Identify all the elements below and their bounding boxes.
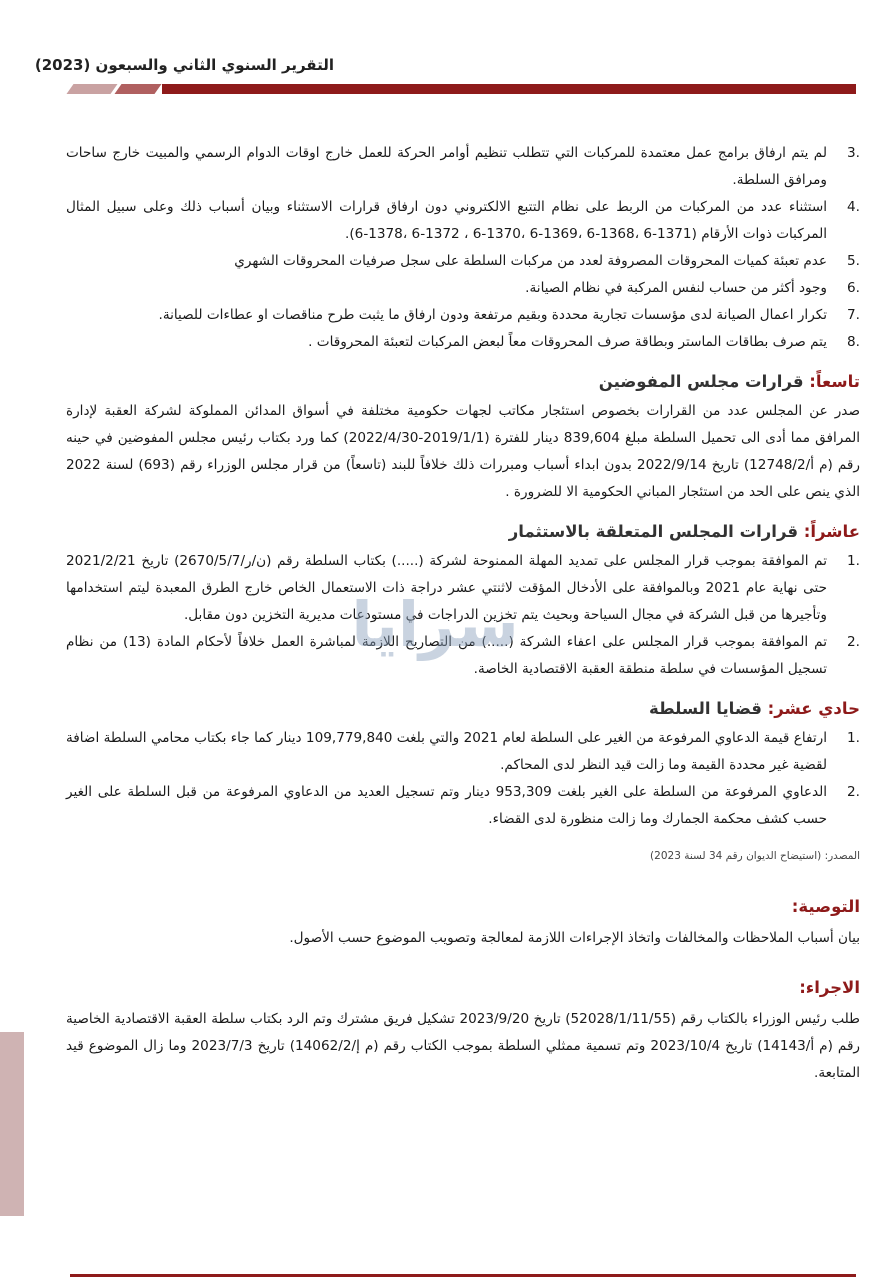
section-number: حادي عشر: bbox=[767, 699, 860, 718]
item-text: عدم تعبئة كميات المحروقات المصروفة لعدد من مركبات السلطة على سجل صرفيات المحروقات الشهري bbox=[234, 253, 827, 269]
list-item bbox=[66, 302, 860, 329]
item-text: لم يتم ارفاق برامج عمل معتمدة للمركبات التي تتطلب تنظيم أوامر الحركة للعمل خارج اوقات الدوام الرسمي والمبيت خارج ساحات ومرافق السلطة. bbox=[66, 145, 827, 188]
item-text: ارتفاع قيمة الدعاوي المرفوعة من الغير على السلطة لعام 2021 والتي بلغت 109,779,840 دينار كما جاء بكتاب محامي السلطة اضافة لقضية غير محددة القيمة وما زالت قيد النظر لدى المحاكم. bbox=[66, 730, 827, 773]
section-title: قضايا السلطة bbox=[649, 699, 768, 718]
list-item bbox=[66, 329, 860, 356]
section-heading-lawsuits bbox=[66, 695, 860, 723]
list-item bbox=[66, 548, 860, 629]
item-number: 7. bbox=[847, 307, 860, 323]
item-number: 1. bbox=[847, 730, 860, 746]
side-tab bbox=[0, 1032, 24, 1216]
section-paragraph: صدر عن المجلس عدد من القرارات بخصوص استئجار مكاتب لجهات حكومية مختلفة في أسواق المدائن المملوكة لشركة العقبة لإدارة المرافق مما أدى الى تحميل السلطة مبلغ 839,604 دينار للفترة (2019/1/1-2022/4/30) كما ورد بكتاب رئيس مجلس المفوضين في حينه رقم (م أ/12748/2) تاريخ 2022/9/14 بدون ابداء أسباب ومبررات ذلك خلافاً للبند (تاسعاً) من قرار مجلس الوزراء رقم (693) لسنة 2022 الذي ينص على الحد من استئجار المباني الحكومية الا للضرورة . bbox=[66, 403, 861, 500]
item-text: تم الموافقة بموجب قرار المجلس على اعفاء الشركة (.....) من التصاريح اللازمة لمباشرة العمل خلافاً لأحكام المادة (13) من نظام تسجيل المؤسسات في سلطة منطقة العقبة الاقتصادية الخاصة. bbox=[66, 634, 827, 677]
source-note: المصدر: (استيضاح الديوان رقم 34 لسنة 2023) bbox=[650, 850, 860, 862]
item-text: تم الموافقة بموجب قرار المجلس على تمديد المهلة الممنوحة لشركة (.....) بكتاب السلطة رقم (ن/ر/2670/5/7) تاريخ 2021/2/21 حتى نهاية عام 2021 وبالموافقة على الأدخال المؤقت لاثنتي عشر دراجة ذات الاستعمال الخاص خارج الطرق المعبدة ليتم استخدامها وتأجيرها من قبل الشركة في مجال السياحة وبحيث يتم تخزين الدراجات في مستودعات مديرية التخزين دون مقابل. bbox=[66, 553, 827, 623]
watermark-logo: سرايا bbox=[351, 588, 519, 661]
item-number: 5. bbox=[847, 253, 860, 269]
item-text: يتم صرف بطاقات الماستر وبطاقة صرف المحروقات معاً لبعض المركبات لتعبئة المحروقات . bbox=[308, 334, 827, 350]
item-text: استثناء عدد من المركبات من الربط على نظام التتبع الالكتروني دون ارفاق قرارات الاستثناء وبيان أسباب ذلك وعلى سبيل المثال المركبات ذوات الأرقام (1371-6 ،1368-6 ،1369-6 ،1370-6 ، 1372-6 ،1378-6). bbox=[66, 199, 827, 242]
action-text: طلب رئيس الوزراء بالكتاب رقم (52028/1/11/55) تاريخ 2023/9/20 تشكيل فريق مشترك وتم الرد بكتاب سلطة العقبة الاقتصادية الخاصية رقم (م أ/14143) تاريخ 2023/10/4 وتم تسمية ممثلي السلطة بموجب الكتاب رقم (م إ/14062/2) تاريخ 2023/7/3 وما زال الموضوع قيد المتابعة. bbox=[66, 1011, 861, 1081]
item-number: 4. bbox=[847, 199, 860, 215]
list-item bbox=[66, 779, 860, 833]
list-item bbox=[66, 194, 860, 248]
list-item bbox=[66, 248, 860, 275]
item-text: وجود أكثر من حساب لنفس المركبة في نظام الصيانة. bbox=[525, 280, 827, 296]
section-title: قرارات مجلس المفوضين bbox=[598, 372, 810, 391]
section-heading-commissioners bbox=[66, 368, 860, 396]
header-bar-accent bbox=[114, 84, 161, 94]
list-item bbox=[66, 629, 860, 683]
item-text: الدعاوي المرفوعة من السلطة على الغير بلغت 953,309 دينار وتم تسجيل العديد من الدعاوي المرفوعة من قبل السلطة على الغير حسب كشف محكمة الجمارك وما زالت منظورة لدى القضاء. bbox=[66, 784, 827, 827]
item-number: 8. bbox=[847, 334, 860, 350]
item-number: 2. bbox=[847, 634, 860, 650]
footer-line bbox=[70, 1274, 856, 1277]
item-number: 3. bbox=[847, 145, 860, 161]
list-item bbox=[66, 140, 860, 194]
recommendation-text: بيان أسباب الملاحظات والمخالفات واتخاذ الإجراءات اللازمة لمعالجة وتصويب الموضوع حسب الأصول. bbox=[289, 930, 860, 946]
item-number: 6. bbox=[847, 280, 860, 296]
list-item bbox=[66, 725, 860, 779]
item-number: 2. bbox=[847, 784, 860, 800]
list-vehicles bbox=[66, 140, 860, 356]
item-text: تكرار اعمال الصيانة لدى مؤسسات تجارية محددة وبقيم مرتفعة ودون ارفاق ما يثبت طرح مناقصات او عطاءات للصيانة. bbox=[158, 307, 827, 323]
section-title: قرارات المجلس المتعلقة بالاستثمار bbox=[508, 522, 804, 541]
section-number: تاسعاً: bbox=[809, 372, 860, 391]
section-heading-investment bbox=[66, 518, 860, 546]
action-heading: الاجراء: bbox=[799, 978, 860, 997]
recommendation-heading: التوصية: bbox=[791, 897, 860, 916]
header-bar bbox=[162, 84, 856, 94]
item-number: 1. bbox=[847, 553, 860, 569]
report-title: التقرير السنوي الثاني والسبعون (2023) bbox=[34, 56, 334, 74]
header-bar-accent-light bbox=[66, 84, 117, 94]
list-item bbox=[66, 275, 860, 302]
section-number: عاشراً: bbox=[803, 522, 860, 541]
report-body bbox=[66, 140, 860, 1087]
